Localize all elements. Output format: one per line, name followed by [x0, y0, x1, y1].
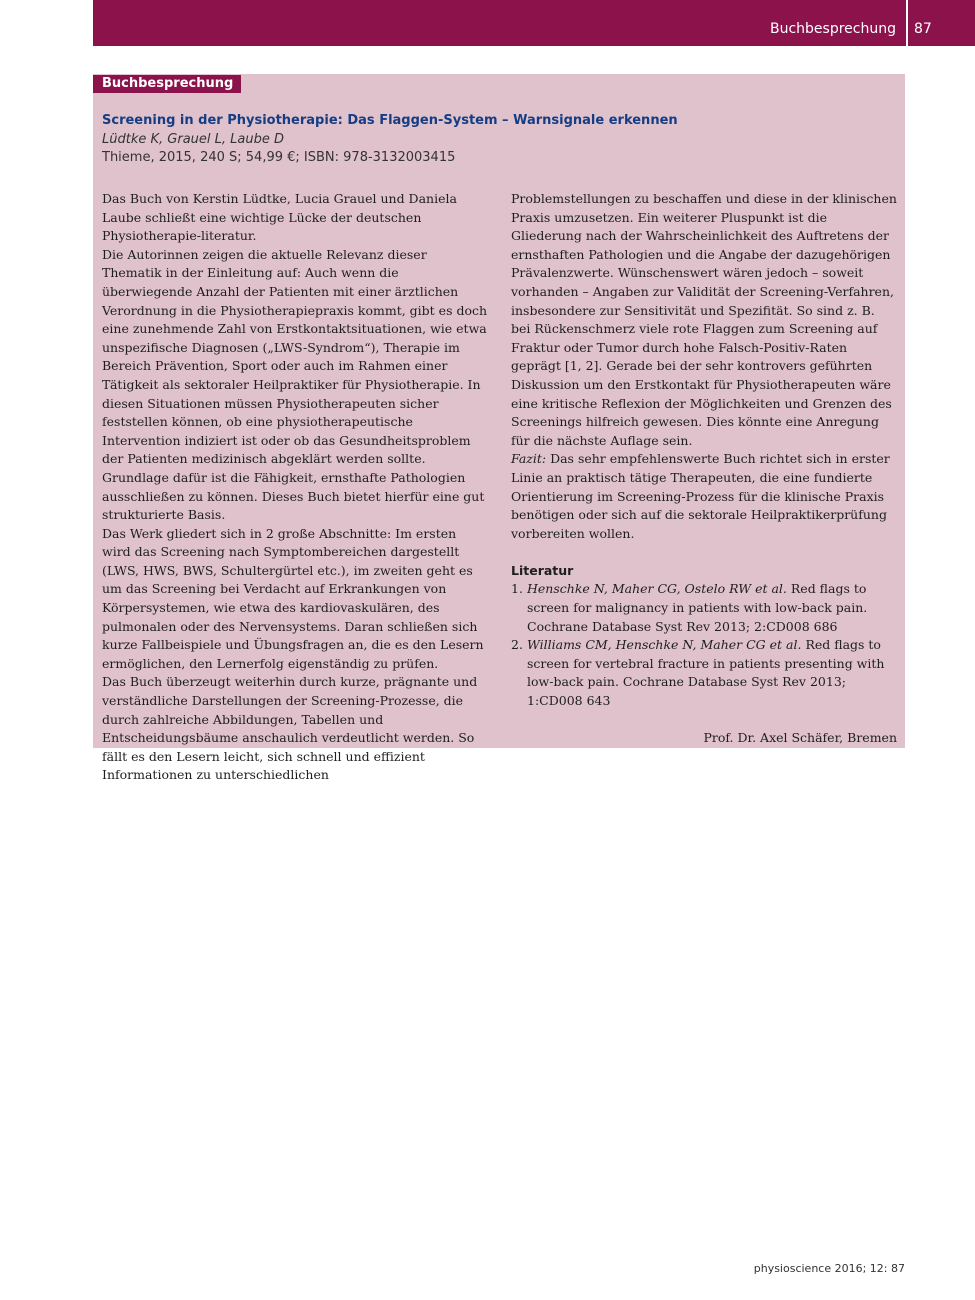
- conclusion: [511, 450, 897, 543]
- reviewer-signature: Prof. Dr. Axel Schäfer, Bremen: [703, 730, 897, 746]
- paragraph: Das Werk gliedert sich in 2 große Abschnitte: Im ersten wird das Screening nach Symptombereichen dargestellt (LWS, HWS, BWS, Schultergürtel etc.), im zweiten geht es um das Screening bei Verdacht auf Erkrankungen von Körpersystemen, wie etwa des kardiovaskulären, des pulmonalen oder des Nervensystems. Daran schließen sich kurze Fallbeispiele und Übungsfragen an, die es den Lesern ermöglichen, den Lernerfolg eigenständig zu prüfen.: [102, 525, 484, 671]
- reference-text: Red flags to screen for vertebral fracture in patients presenting with low-back pain. Cochrane Database Syst Rev 2013; 1:CD008 643: [527, 637, 885, 709]
- reference-authors: Williams CM, Henschke N, Maher CG et al.: [527, 637, 802, 653]
- header-section-title: Buchbesprechung: [770, 21, 896, 37]
- reference-number: 1.: [511, 581, 523, 597]
- left-column: [102, 190, 488, 785]
- book-title: Screening in der Physiotherapie: Das Flaggen-System – Warnsignale erkennen: [102, 113, 678, 128]
- conclusion-label: Fazit:: [511, 451, 547, 467]
- page-number: 87: [914, 21, 932, 37]
- conclusion-text: Das sehr empfehlenswerte Buch richtet sich in erster Linie an praktisch tätige Therapeuten, die eine fundierte Orientierung im Screening-Prozess für die klinische Praxis benötigen oder sich auf die sektorale Heilpraktikerprüfung vorbereiten wollen.: [511, 451, 890, 541]
- literature-heading: Literatur: [511, 562, 574, 578]
- book-publication: Thieme, 2015, 240 S; 54,99 €; ISBN: 978-3132003415: [102, 150, 456, 166]
- reference-body: [527, 636, 897, 710]
- paragraph: Das Buch von Kerstin Lüdtke, Lucia Grauel und Daniela Laube schließt eine wichtige Lücke der deutschen Physiotherapie-literatur.: [102, 191, 457, 244]
- footer-citation: physioscience 2016; 12: 87: [753, 1262, 905, 1275]
- reference-item: [511, 580, 897, 636]
- reference-authors: Henschke N, Maher CG, Ostelo RW et al.: [527, 581, 787, 597]
- reference-text: Red flags to screen for malignancy in patients with low-back pain. Cochrane Database Syst Rev 2013; 2:CD008 686: [527, 581, 868, 634]
- reference-body: [527, 580, 897, 636]
- header-divider: [906, 0, 908, 46]
- book-authors: Lüdtke K, Grauel L, Laube D: [102, 131, 284, 147]
- paragraph: Problemstellungen zu beschaffen und diese in der klinischen Praxis umzusetzen. Ein weiterer Pluspunkt ist die Gliederung nach der Wahrscheinlichkeit des Auftretens der ernsthaften Pathologien und die Angabe der dazugehörigen Prävalenzwerte. Wünschenswert wären jedoch – soweit vorhanden – Angaben zur Validität der Screening-Verfahren, insbesondere zur Sensitivität und Spezifität. So sind z. B. bei Rückenschmerz viele rote Flaggen zum Screening auf Fraktur oder Tumor durch hohe Falsch-Positiv-Raten geprägt [1, 2]. Gerade bei der sehr kontrovers geführten Diskussion um den Erstkontakt für Physiotherapeuten wäre eine kritische Reflexion der Möglichkeiten und Grenzen des Screenings hilfreich gewesen. Dies könnte eine Anregung für die nächste Auflage sein.: [511, 191, 897, 448]
- reference-number: 2.: [511, 637, 523, 653]
- paragraph: Die Autorinnen zeigen die aktuelle Relevanz dieser Thematik in der Einleitung auf: Auch wenn die überwiegende Anzahl der Patienten mit einer ärztlichen Verordnung in die Physiotherapiepraxis kommt, gibt es doch eine zunehmende Zahl von Erstkontaktsituationen, wie etwa unspezifische Diagnosen („LWS-Syndrom“), Therapie im Bereich Prävention, Sport oder auch im Rahmen einer Tätigkeit als sektoraler Heilpraktiker für Physiotherapie. In diesen Situationen müssen Physiotherapeuten sicher feststellen können, ob eine physiotherapeutische Intervention indiziert ist oder ob das Gesundheitsproblem der Patienten medizinisch abgeklärt werden sollte. Grundlage dafür ist die Fähigkeit, ernsthafte Pathologien ausschließen zu können. Dieses Buch bietet hierfür eine gut strukturierte Basis.: [102, 246, 488, 523]
- section-tag: Buchbesprechung: [93, 75, 241, 93]
- reference-item: [511, 636, 897, 710]
- book-info: [102, 112, 892, 168]
- right-column: [511, 190, 897, 748]
- paragraph: Das Buch überzeugt weiterhin durch kurze, prägnante und verständliche Darstellungen der Screening-Prozesse, die durch zahlreiche Abbildungen, Tabellen und Entscheidungsbäume anschaulich verdeutlicht werden. So fällt es den Lesern leicht, sich schnell und effizient Informationen zu unterschiedlichen: [102, 674, 478, 783]
